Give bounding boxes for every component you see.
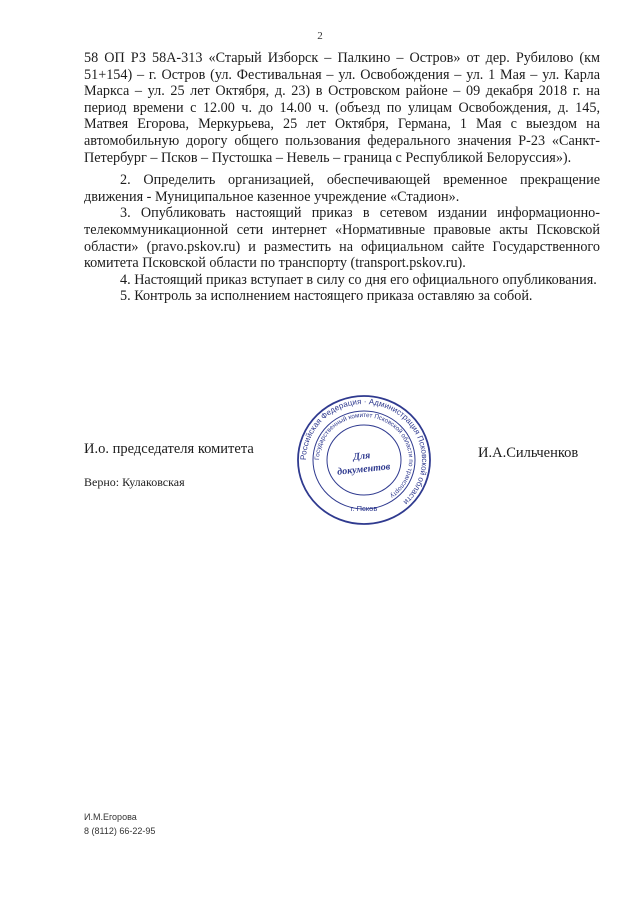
footer-contact xyxy=(84,810,155,838)
paragraph-item-5: 5. Контроль за исполнением настоящего приказа оставляю за собой. xyxy=(120,288,533,305)
signatory-title: И.о. председателя комитета xyxy=(84,441,254,457)
page-number: 2 xyxy=(317,30,323,42)
executor-phone: 8 (8112) 66-22-95 xyxy=(84,826,156,836)
seal-inner-text: Государственный комитет Псковской области по транспорту xyxy=(313,411,415,500)
paragraph-item-4: 4. Настоящий приказ вступает в силу со дня его официального опубликования. xyxy=(120,271,597,288)
document-body xyxy=(84,50,600,305)
seal-center-line1: Для xyxy=(352,450,371,463)
official-seal xyxy=(296,393,432,527)
paragraph-item-3: 3. Опубликовать настоящий приказ в сетевом издании информационно-телекоммуникационной сети интернет «Нормативные правовые акты Псковской области» (pravo.pskov.ru) и разместить на официальном сайте Государственного комитета Псковской области по транспорту (transport.pskov.ru). xyxy=(84,205,600,272)
signatory-name: И.А.Сильченков xyxy=(478,445,579,461)
seal-center-line2: документов xyxy=(336,461,391,478)
seal-city: г. Псков xyxy=(350,504,378,513)
paragraph-item-2: 2. Определить организацией, обеспечивающей временное прекращение движения - Муниципальное казенное учреждение «Стадион». xyxy=(84,172,600,205)
paragraph-road-closure: 58 ОП РЗ 58А-313 «Старый Изборск – Палкино – Остров» от дер. Рубилово (км 51+154) – г. Остров (ул. Фестивальная – ул. Освобождения – ул. 1 Мая – ул. Карла Маркса – ул. 25 лет Октября, д. 23) в Островском районе – 09 декабря 2018 г. на период времени с 12.00 ч. до 14.00 ч. (объезд по улицам Освобождения, д. 145, Матвея Егорова, Меркурьева, 25 лет Октября, Германа, 1 Мая с выездом на автомобильную дорогу общего пользования федерального значения Р-23 «Санкт-Петербург – Псков – Пустошка – Невель – граница с Республикой Белоруссия»). xyxy=(84,50,600,166)
seal-outer-text: Российская Федерация · Администрация Псковской области xyxy=(298,396,430,507)
verified-by: Верно: Кулаковская xyxy=(84,475,185,489)
executor-name: И.М.Егорова xyxy=(84,812,137,822)
